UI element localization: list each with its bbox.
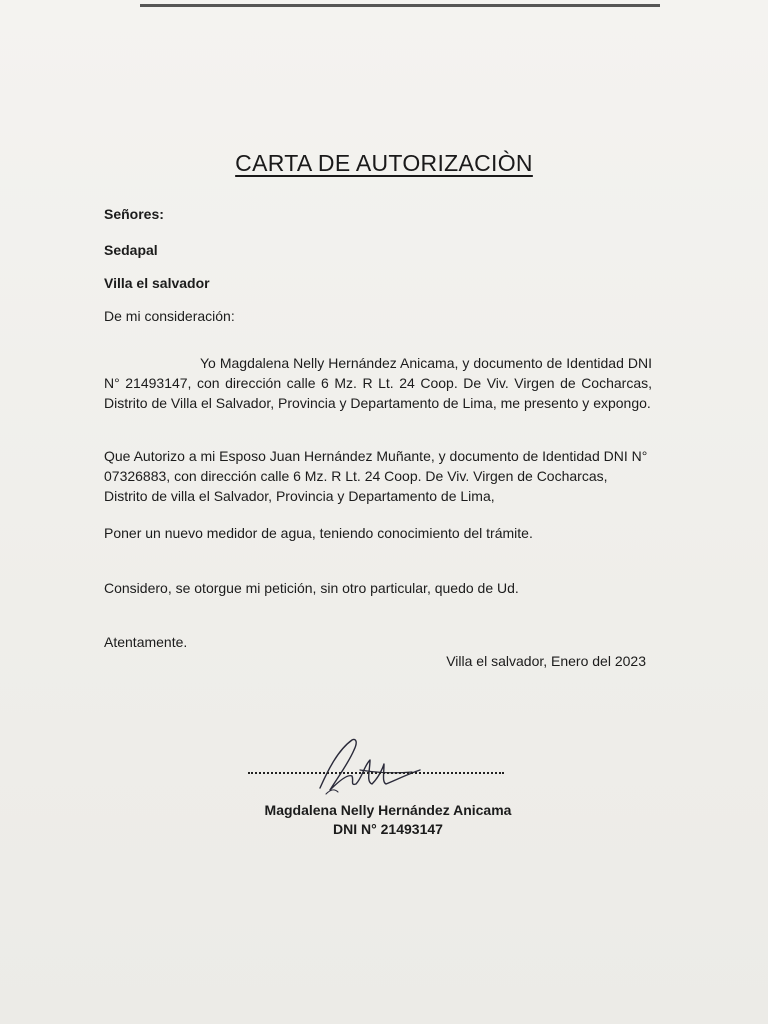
- recipient-salutation: Señores:: [104, 206, 164, 222]
- document-title: CARTA DE AUTORIZACIÒN: [235, 150, 533, 176]
- recipient-company: Sedapal: [104, 242, 158, 258]
- greeting: De mi consideración:: [104, 308, 235, 324]
- signatory-name: Magdalena Nelly Hernández Anicama: [264, 802, 512, 818]
- closing: Atentamente.: [104, 634, 188, 650]
- paragraph-introduction: Yo Magdalena Nelly Hernández Anicama, y documento de Identidad DNI N° 21493147, con dirección calle 6 Mz. R Lt. 24 Coop. De Viv. Virgen de Cocharcas, Distrito de Villa el Salvador, Provincia y Departamento de Lima, me presento y expongo.: [104, 355, 652, 411]
- recipient-district: Villa el salvador: [104, 275, 210, 291]
- handwritten-signature: [300, 730, 430, 800]
- top-edge-rule: [140, 4, 660, 7]
- signature-line: [248, 772, 504, 774]
- paragraph-authorization: Que Autorizo a mi Esposo Juan Hernández Muñante, y documento de Identidad DNI N° 07326883, con dirección calle 6 Mz. R Lt. 24 Coop. De Viv. Virgen de Cocharcas, Distrito de villa el Salvador, Provincia y Departamento de Lima,: [104, 448, 648, 504]
- paragraph-purpose: Poner un nuevo medidor de agua, teniendo conocimiento del trámite.: [104, 525, 533, 541]
- signatory-dni: DNI N° 21493147: [333, 821, 443, 837]
- paragraph-request: Considero, se otorgue mi petición, sin otro particular, quedo de Ud.: [104, 580, 519, 596]
- place-date: Villa el salvador, Enero del 2023: [446, 653, 646, 669]
